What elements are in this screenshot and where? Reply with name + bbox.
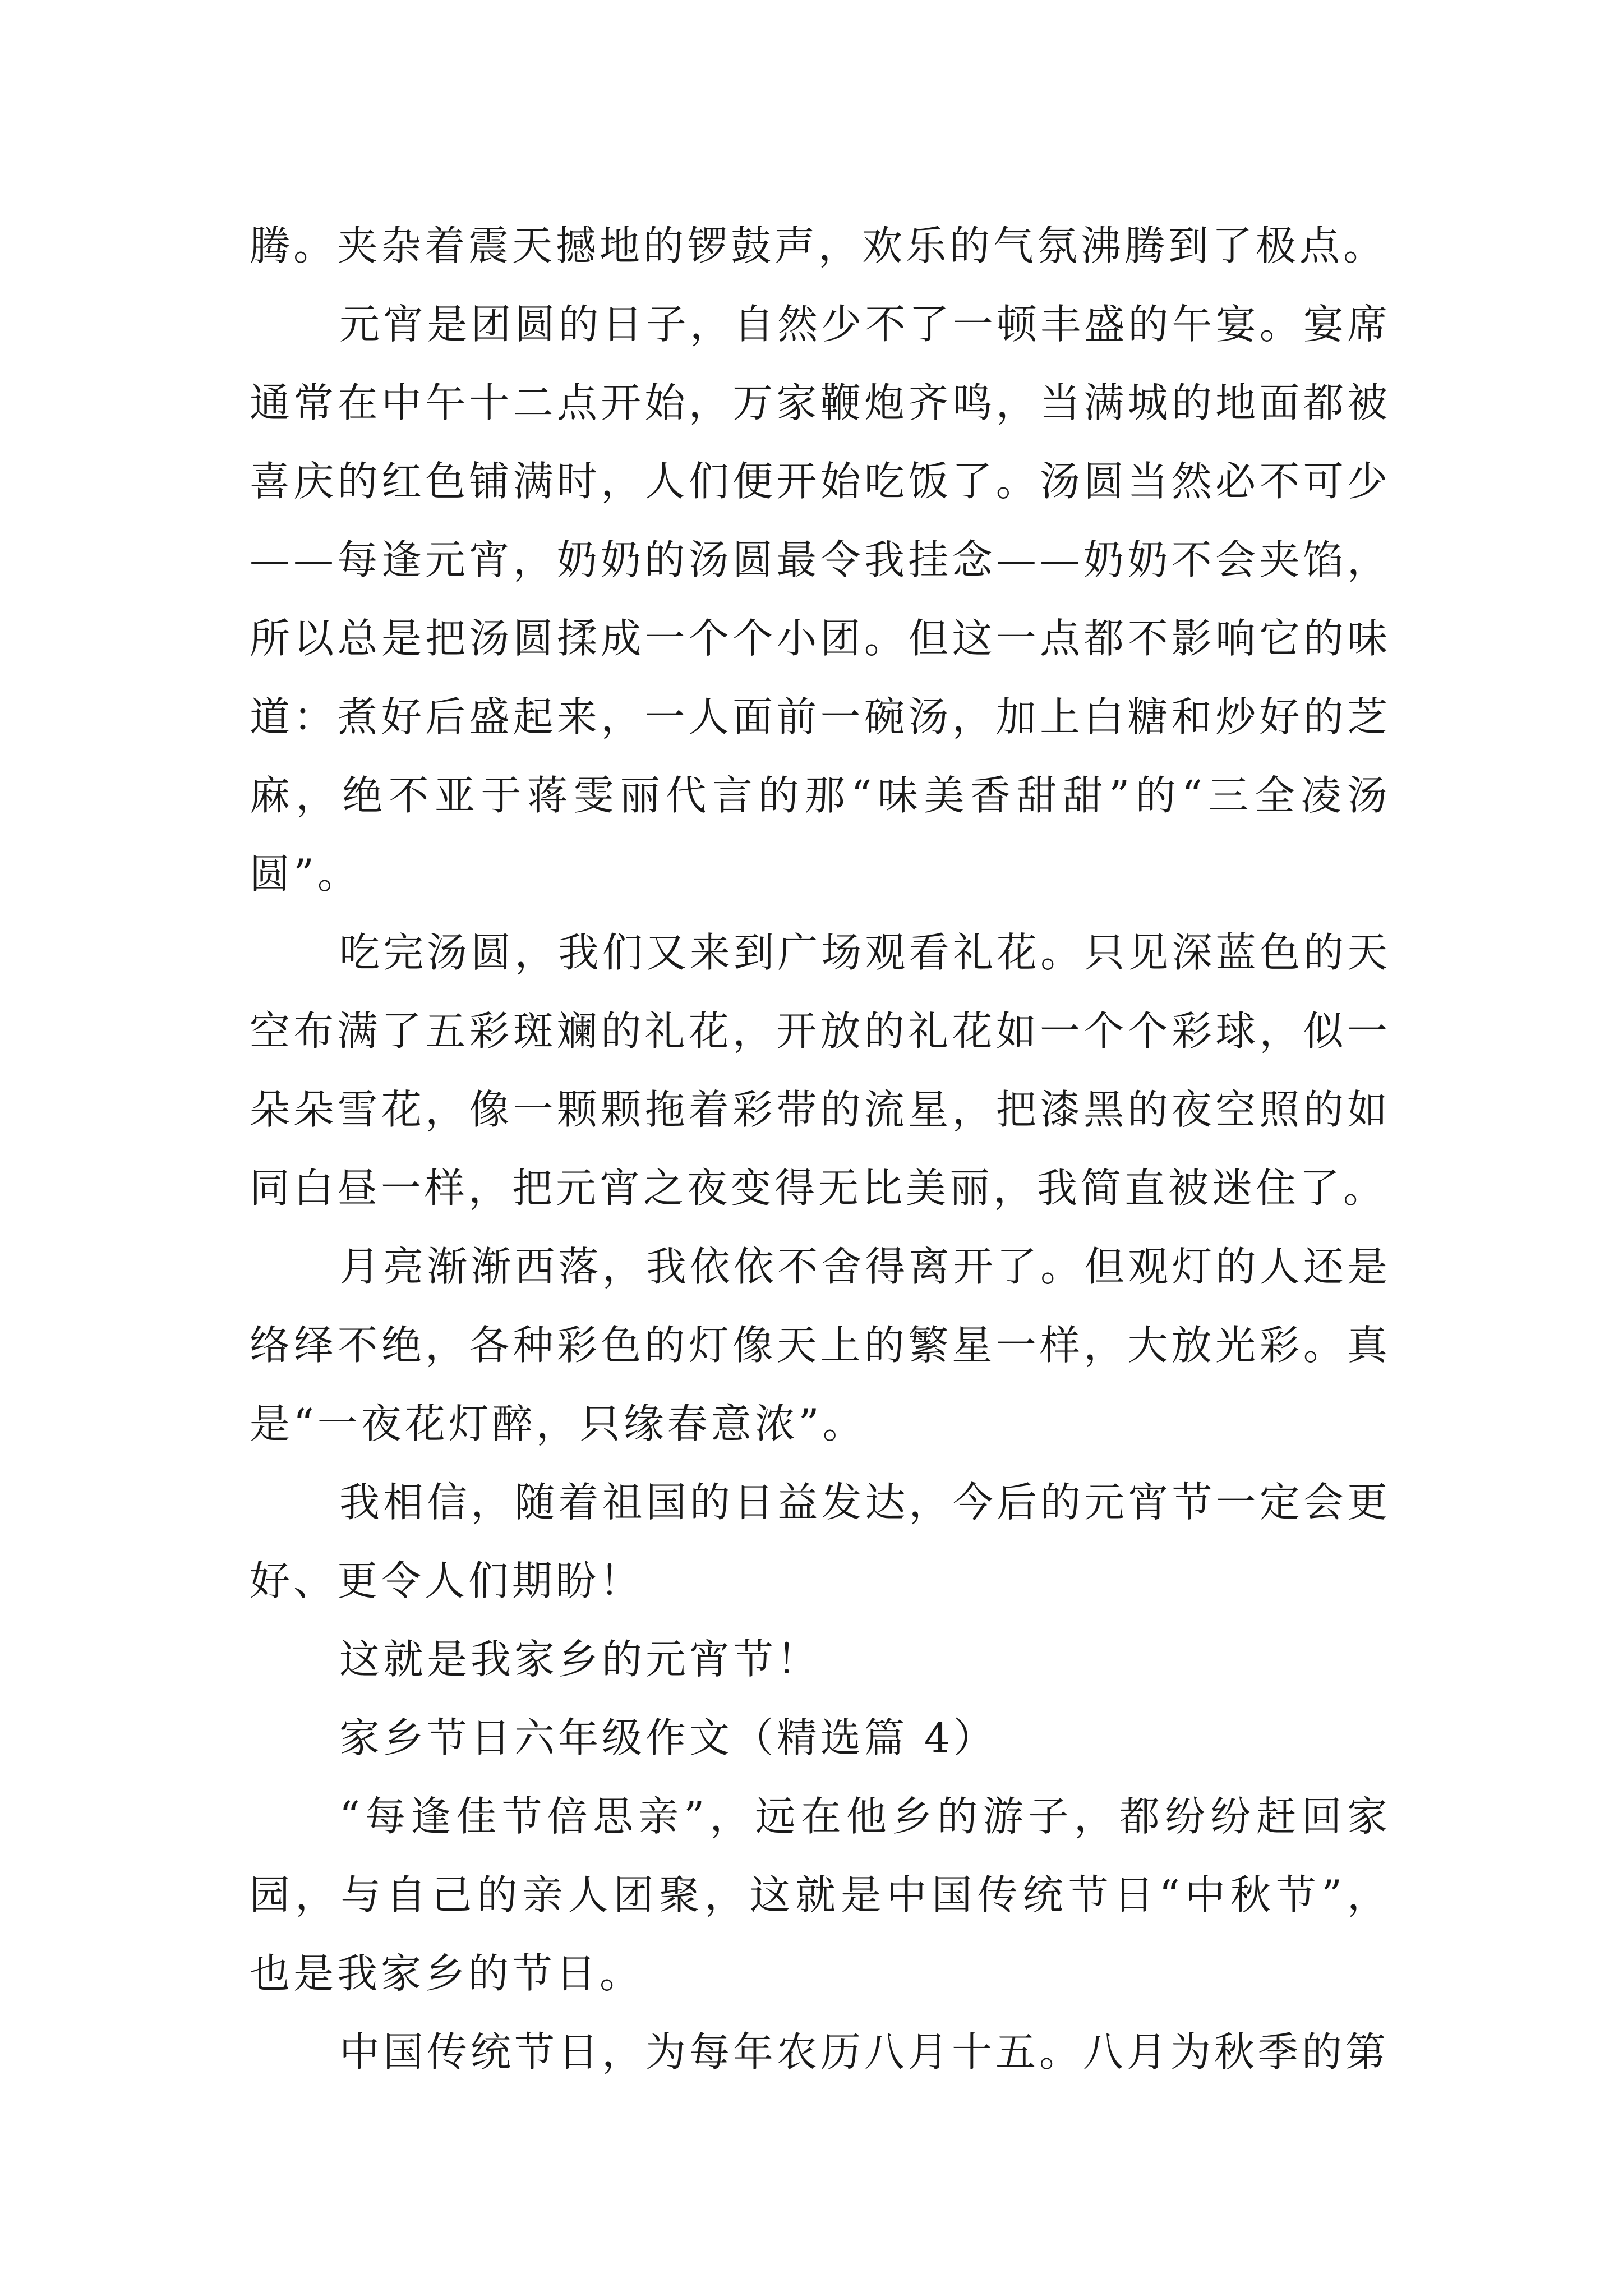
- paragraph-mid-autumn-date: 中国传统节日，为每年农历八月十五。八月为秋季的第: [339, 2028, 1390, 2076]
- paragraph-moon-setting: 月亮渐渐西落，我依依不舍得离开了。但观灯的人还是络绎不绝，各种彩色的灯像天上的繁星一样，大放光彩。真是“一夜花灯醉，只缘春意浓”。: [250, 1243, 1391, 1447]
- section-heading: 家乡节日六年级作文（精选篇 4）: [339, 1714, 997, 1761]
- paragraph-closing: 这就是我家乡的元宵节！: [339, 1636, 821, 1683]
- paragraph-mid-autumn-intro: “每逢佳节倍思亲”，远在他乡的游子，都纷纷赶回家园，与自己的亲人团聚，这就是中国传统节日“中秋节”，也是我家乡的节日。: [250, 1793, 1391, 1997]
- paragraph-fireworks: 吃完汤圆，我们又来到广场观看礼花。只见深蓝色的天空布满了五彩斑斓的礼花，开放的礼花如一个个彩球，似一朵朵雪花，像一颗颗拖着彩带的流星，把漆黑的夜空照的如同白昼一样，把元宵之夜变得无比美丽，我简直被迷住了。: [250, 929, 1391, 1212]
- document-body: [250, 206, 1391, 2091]
- paragraph-lunch-banquet: 元宵是团圆的日子，自然少不了一顿丰盛的午宴。宴席通常在中午十二点开始，万家鞭炮齐鸣，当满城的地面都被喜庆的红色铺满时，人们便开始吃饭了。汤圆当然必不可少——每逢元宵，奶奶的汤圆最令我挂念——奶奶不会夹馅，所以总是把汤圆揉成一个个小团。但这一点都不影响它的味道：煮好后盛起来，一人面前一碗汤，加上白糖和炒好的芝麻，绝不亚于蒋雯丽代言的那“味美香甜甜”的“三全凌汤圆”。: [250, 301, 1391, 898]
- paragraph-belief: 我相信，随着祖国的日益发达，今后的元宵节一定会更好、更令人们期盼！: [250, 1479, 1391, 1604]
- paragraph-continuation: 腾。夹杂着震天撼地的锣鼓声，欢乐的气氛沸腾到了极点。: [250, 222, 1387, 269]
